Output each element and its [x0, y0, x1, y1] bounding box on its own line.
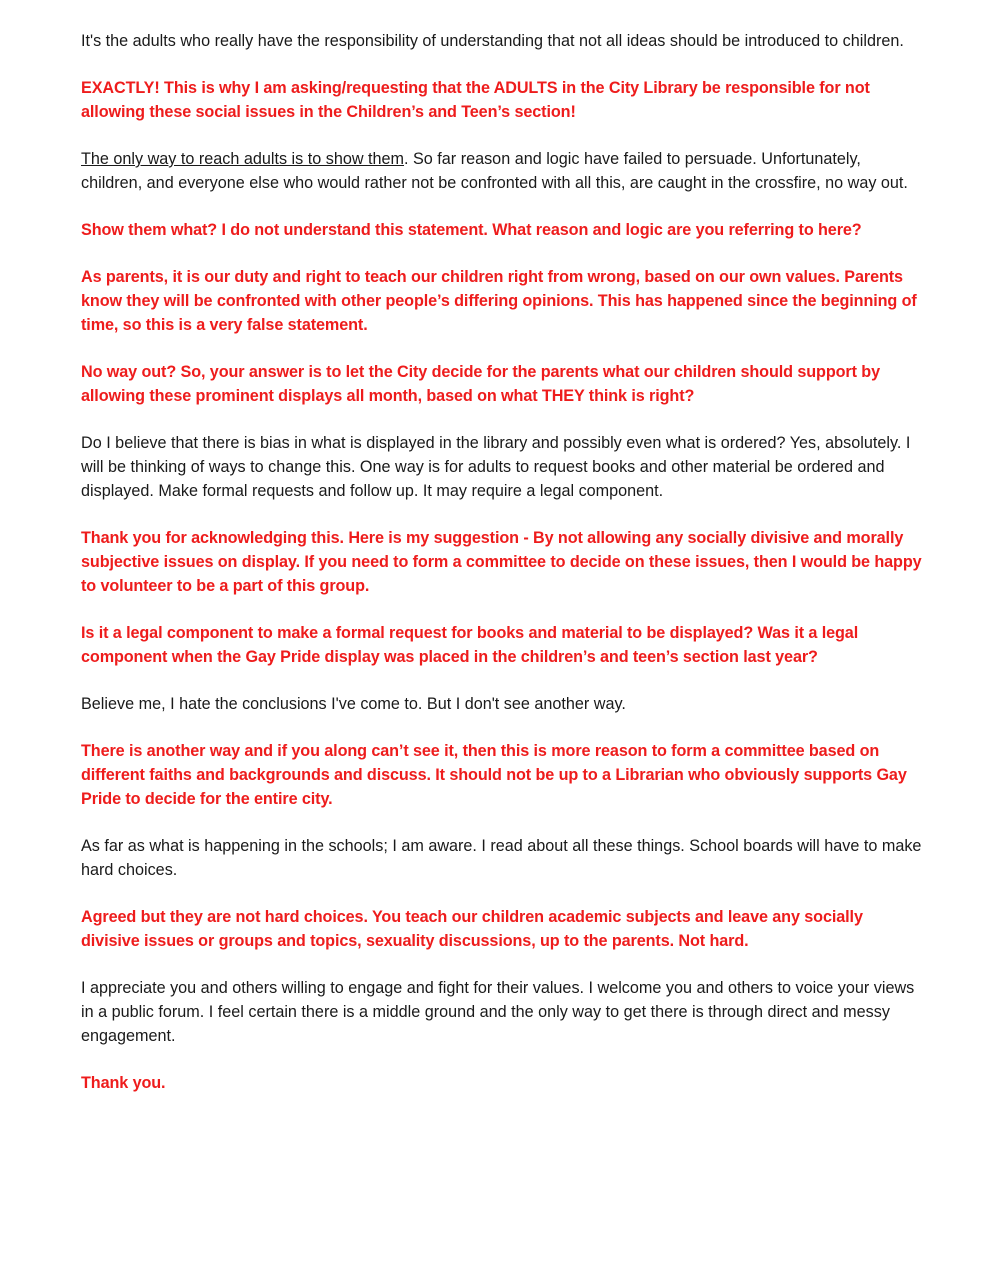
- reply-paragraph-8: Agreed but they are not hard choices. You teach our children academic subjects and leave any socially divisive issues or groups and topics, sexuality discussions, up to the parents. Not hard.: [81, 908, 863, 950]
- original-paragraph-3: Do I believe that there is bias in what is displayed in the library and possibly even what is ordered? Yes, absolutely. I will be thinking of ways to change this. One way is for adults to request books and other material be ordered and displayed. Make formal requests and follow up. It may require a legal component.: [81, 434, 911, 500]
- reply-paragraph-6: Is it a legal component to make a formal request for books and material to be displayed? Was it a legal component when the Gay Pride display was placed in the children’s and teen’s section last year?: [81, 624, 859, 666]
- underlined-phrase: The only way to reach adults is to show them: [81, 150, 405, 168]
- reply-paragraph-4: No way out? So, your answer is to let the City decide for the parents what our children should support by allowing these prominent displays all month, based on what THEY think is right?: [81, 363, 880, 405]
- reply-paragraph-5: Thank you for acknowledging this. Here is my suggestion - By not allowing any socially divisive and morally subjective issues on display. If you need to form a committee to decide on these issues, then I would be happy to volunteer to be a part of this group.: [81, 529, 922, 595]
- original-paragraph-2-rest: . So far reason and logic have failed to persuade. Unfortunately, children, and everyone else who would rather not be confronted with all this, are caught in the crossfire, no way out.: [81, 150, 908, 192]
- original-paragraph-6: I appreciate you and others willing to engage and fight for their values. I welcome you and others to voice your views in a public forum. I feel certain there is a middle ground and the only way to get there is through direct and messy engagement.: [81, 979, 915, 1045]
- reply-paragraph-1: EXACTLY! This is why I am asking/requesting that the ADULTS in the City Library be responsible for not allowing these social issues in the Children’s and Teen’s section!: [81, 79, 870, 121]
- original-paragraph-5: As far as what is happening in the schools; I am aware. I read about all these things. School boards will have to make hard choices.: [81, 837, 922, 879]
- reply-paragraph-2: Show them what? I do not understand this statement. What reason and logic are you referring to here?: [81, 221, 862, 239]
- original-paragraph-2: [81, 147, 924, 195]
- reply-paragraph-9: Thank you.: [81, 1074, 166, 1092]
- reply-paragraph-3: As parents, it is our duty and right to teach our children right from wrong, based on our own values. Parents know they will be confronted with other people’s differing opinions. This has happened since the beginning of time, so this is a very false statement.: [81, 268, 917, 334]
- reply-paragraph-7: There is another way and if you along can’t see it, then this is more reason to form a committee based on different faiths and backgrounds and discuss. It should not be up to a Librarian who obviously supports Gay Pride to decide for the entire city.: [81, 742, 907, 808]
- original-paragraph-1: It's the adults who really have the responsibility of understanding that not all ideas should be introduced to children.: [81, 32, 904, 50]
- original-paragraph-4: Believe me, I hate the conclusions I've come to. But I don't see another way.: [81, 695, 626, 713]
